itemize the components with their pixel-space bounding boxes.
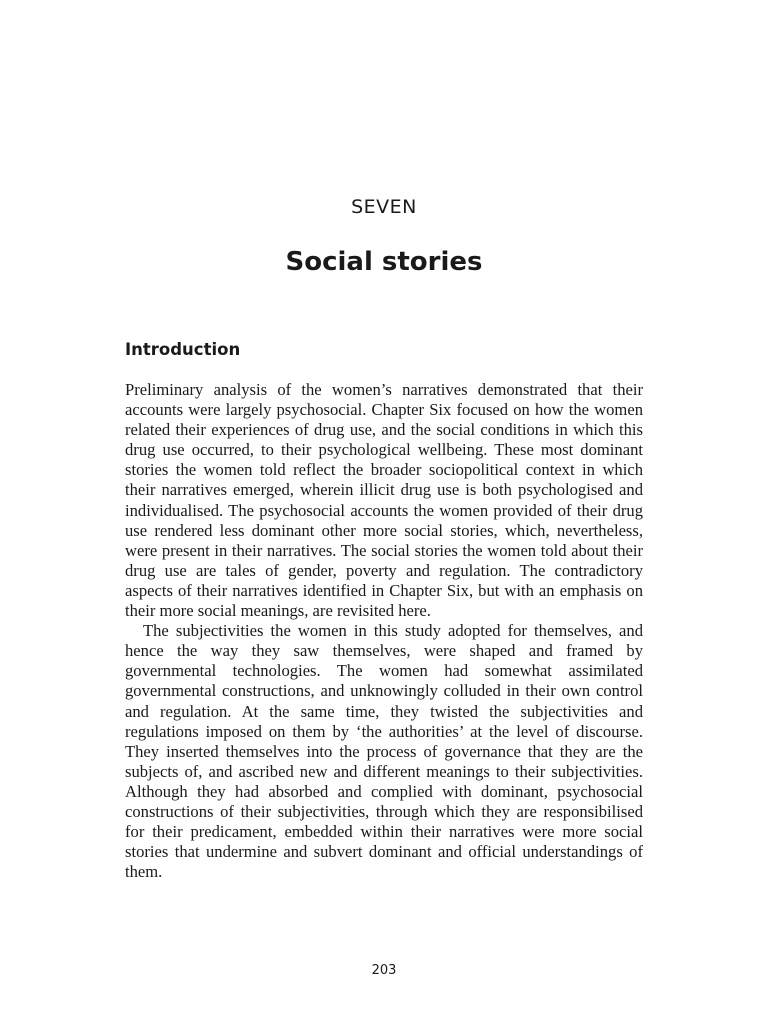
- body-text: [125, 380, 643, 882]
- paragraph-2: The subjectivities the women in this study adopted for themselves, and hence the way they saw themselves, were shaped and framed by governmental technologies. The women had somewhat assimilated governmental constructions, and unknowingly colluded in their own control and regulation. At the same time, they twisted the subjectivities and regulations imposed on them by ‘the authorities’ at the level of discourse. They inserted themselves into the process of governance that they are the subjects of, and ascribed new and different meanings to their subjectivities. Although they had absorbed and complied with dominant, psychosocial constructions of their subjectivities, through which they are responsibilised for their predicament, embedded within their narratives were more social stories that undermine and subvert dominant and official understandings of them.: [125, 621, 643, 882]
- page-number: 203: [371, 963, 397, 978]
- chapter-number: SEVEN: [351, 196, 417, 218]
- chapter-title: Social stories: [285, 247, 483, 277]
- section-heading: Introduction: [125, 340, 241, 359]
- paragraph-1: Preliminary analysis of the women’s narratives demonstrated that their accounts were largely psychosocial. Chapter Six focused on how the women related their experiences of drug use, and the social conditions in which this drug use occurred, to their psychological wellbeing. These most dominant stories the women told reflect the broader sociopolitical context in which their narratives emerged, wherein illicit drug use is both psychologised and individualised. The psychosocial accounts the women provided of their drug use rendered less dominant other more social stories, which, nevertheless, were present in their narratives. The social stories the women told about their drug use are tales of gender, poverty and regulation. The contradictory aspects of their narratives identified in Chapter Six, but with an emphasis on their more social meanings, are revisited here.: [125, 380, 643, 621]
